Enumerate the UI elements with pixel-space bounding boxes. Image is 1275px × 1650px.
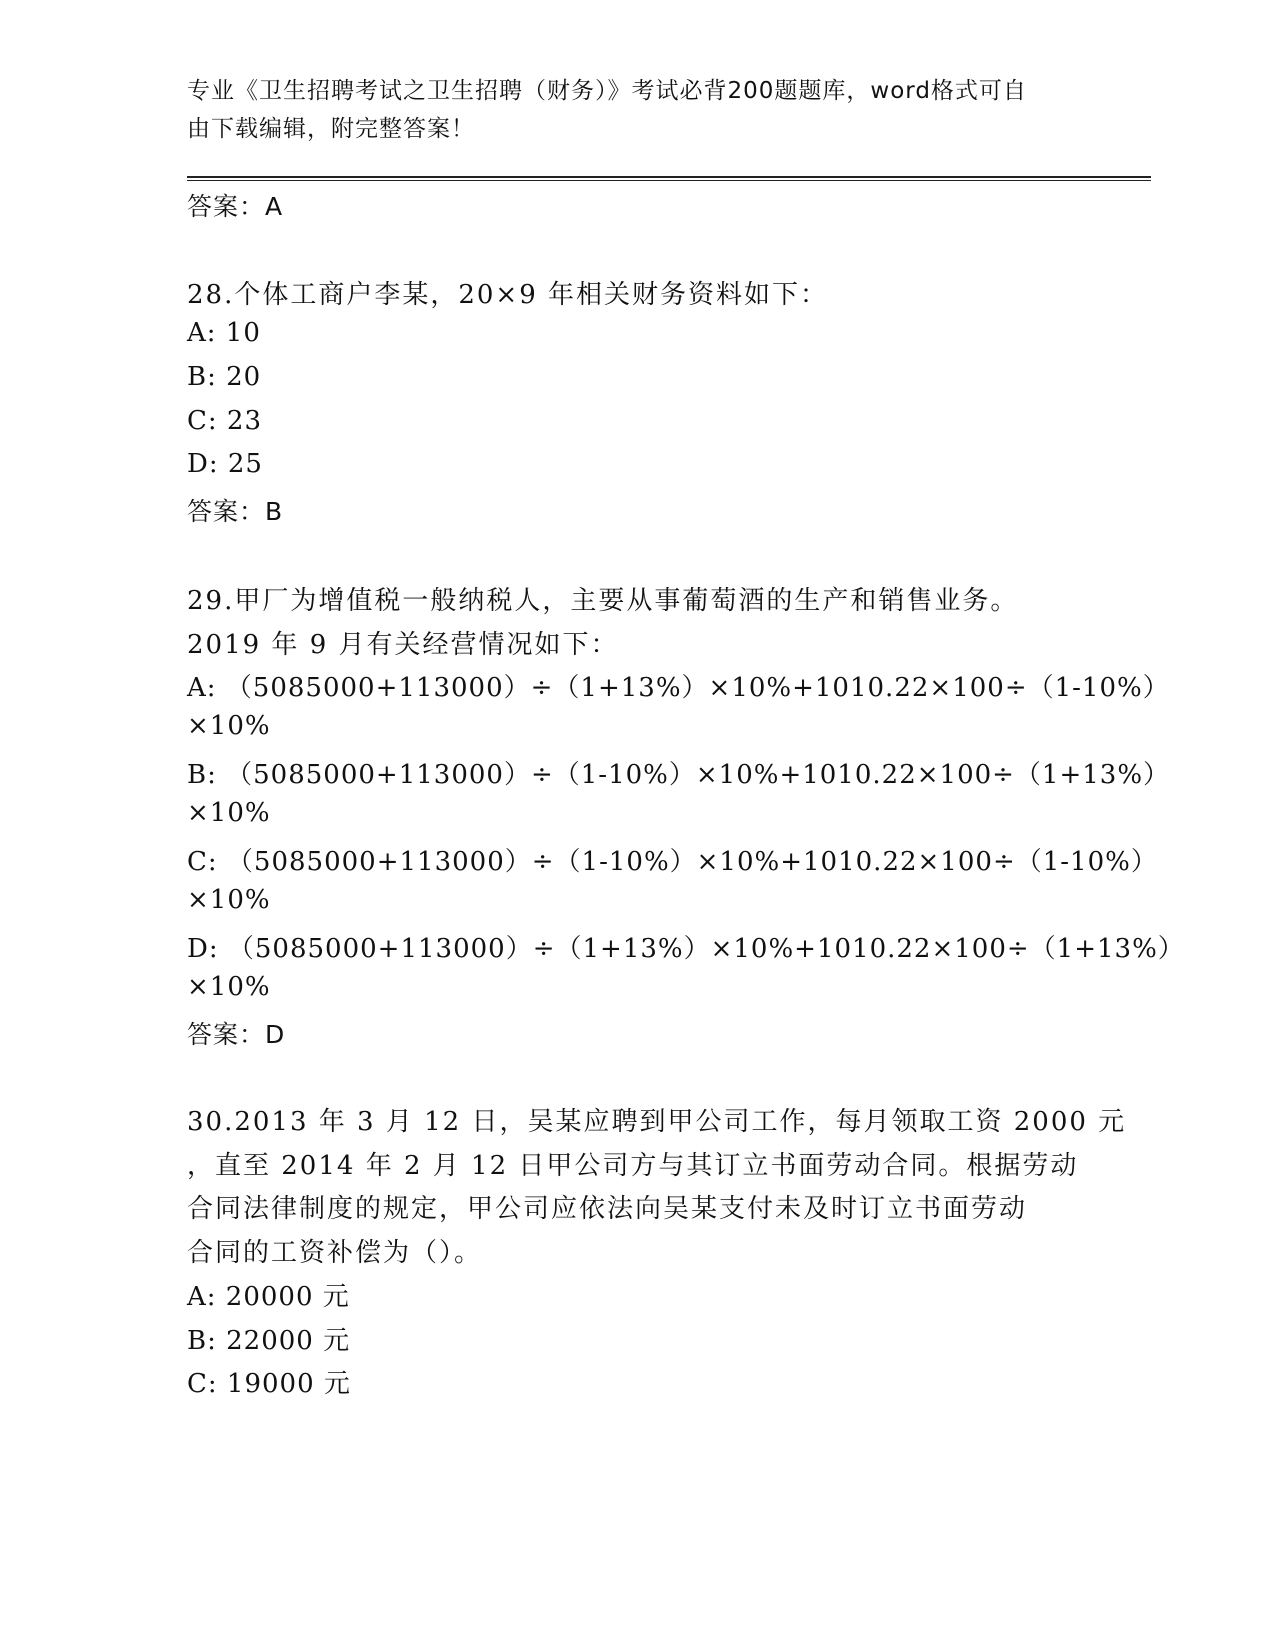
answer-29: 答案：D — [187, 1020, 286, 1049]
q30-option-b: B: 22000 元 — [187, 1326, 351, 1356]
document-intro — [187, 72, 1067, 148]
q29-option-b-cont: ×10% — [187, 798, 271, 828]
q28-option-b: B: 20 — [187, 362, 262, 392]
q29-option-c-cont: ×10% — [187, 885, 271, 915]
question-30-stem-line-3: 合同法律制度的规定，甲公司应依法向吴某支付未及时订立书面劳动 — [187, 1194, 1028, 1224]
question-30-stem-line-1: 30.2013 年 3 月 12 日，吴某应聘到甲公司工作，每月领取工资 2000 元 — [187, 1107, 1127, 1137]
q30-option-c: C: 19000 元 — [187, 1369, 351, 1399]
question-30-stem-line-4: 合同的工资补偿为（）。 — [187, 1238, 483, 1268]
question-29-stem-line-2: 2019 年 9 月有关经营情况如下： — [187, 630, 619, 660]
question-29-stem-line-1: 29.甲厂为增值税一般纳税人，主要从事葡萄酒的生产和销售业务。 — [187, 586, 1019, 616]
q30-option-a: A: 20000 元 — [187, 1282, 350, 1312]
answer-28: 答案：B — [187, 497, 284, 526]
answer-27: 答案：A — [187, 192, 284, 221]
q29-option-a-cont: ×10% — [187, 711, 271, 741]
intro-line-1: 专业《卫生招聘考试之卫生招聘（财务）》考试必背200题题库，word格式可自 — [187, 78, 1027, 104]
intro-line-2: 由下载编辑，附完整答案！ — [187, 116, 475, 142]
q29-option-d: D: （5085000+113000）÷（1+13%）×10%+1010.22×100÷（1+13%） — [187, 934, 1185, 964]
q28-option-d: D: 25 — [187, 449, 263, 479]
q29-option-d-cont: ×10% — [187, 972, 271, 1002]
q28-option-c: C: 23 — [187, 406, 263, 436]
question-28-stem: 28.个体工商户李某，20×9 年相关财务资料如下： — [187, 280, 829, 310]
q29-option-a: A: （5085000+113000）÷（1+13%）×10%+1010.22×100÷（1-10%） — [187, 673, 1170, 703]
q29-option-c: C: （5085000+113000）÷（1-10%）×10%+1010.22×100÷（1-10%） — [187, 847, 1158, 877]
q29-option-b: B: （5085000+113000）÷（1-10%）×10%+1010.22×100÷（1+13%） — [187, 760, 1171, 790]
question-30-stem-line-2: ，直至 2014 年 2 月 12 日甲公司方与其订立书面劳动合同。根据劳动 — [187, 1151, 1079, 1181]
q28-option-a: A: 10 — [187, 318, 261, 348]
header-divider — [187, 176, 1151, 181]
